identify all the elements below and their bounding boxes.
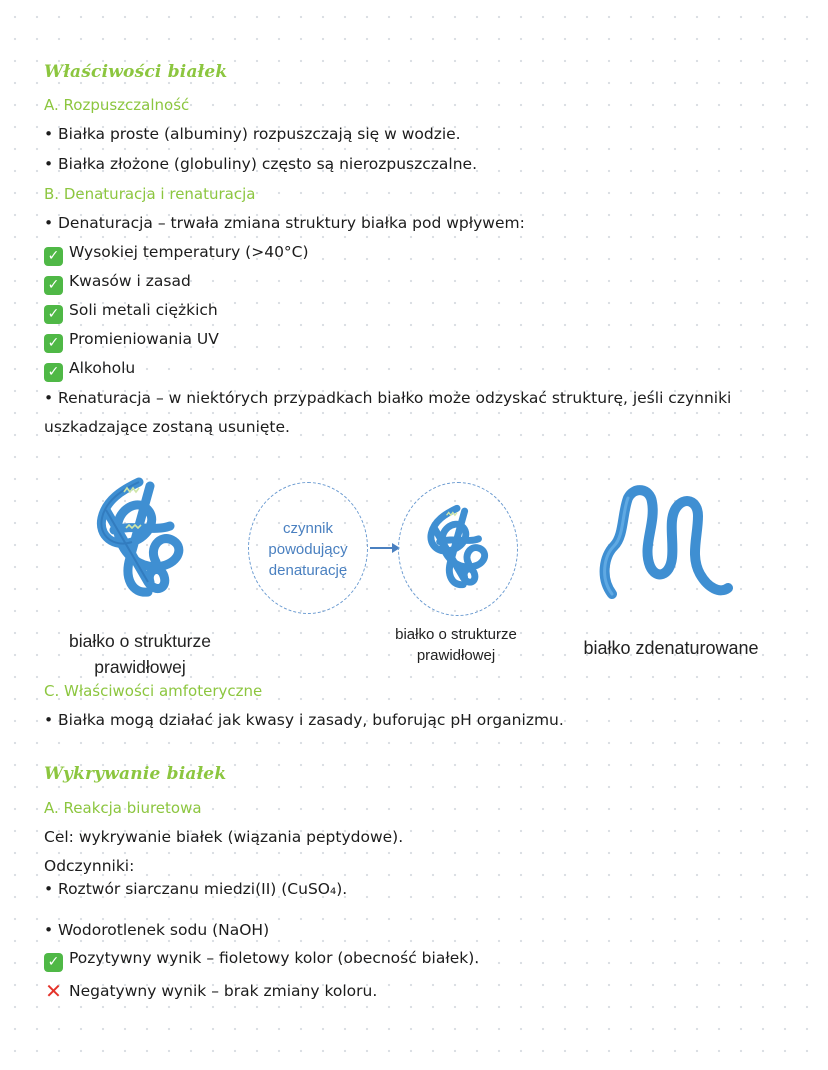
factor-text: Alkoholu	[69, 359, 136, 377]
negative-result	[44, 979, 377, 1003]
section-title-properties: Właściwości białek	[44, 62, 228, 82]
denatured-protein-illustration	[598, 484, 742, 612]
factor-item	[44, 330, 219, 353]
section-title-detection: Wykrywanie białek	[44, 764, 227, 784]
positive-result	[44, 949, 479, 972]
list-item-text: Białka mogą działać jak kwasy i zasady, buforując pH organizmu.	[58, 711, 564, 729]
subsection-title-biuret: A. Reakcja biuretowa	[44, 799, 202, 817]
caption-native-protein-small: białko o strukturze prawidłowej	[395, 626, 517, 664]
renaturation-paragraph	[44, 384, 789, 442]
check-icon: ✓	[44, 305, 63, 324]
native-protein-illustration	[84, 470, 194, 620]
factor-text: Promieniowania UV	[69, 330, 219, 348]
factor-item	[44, 243, 309, 266]
bullet-icon: •	[44, 155, 54, 173]
reagent-item	[44, 880, 347, 898]
check-icon: ✓	[44, 247, 63, 266]
bullet-icon: •	[44, 125, 54, 143]
reagent-text: Wodorotlenek sodu (NaOH)	[58, 921, 270, 939]
list-item	[44, 125, 461, 143]
list-item	[44, 214, 525, 232]
reagent-item	[44, 921, 269, 939]
bullet-icon: •	[44, 214, 54, 232]
reagents-label: Odczynniki:	[44, 857, 135, 875]
caption-native-protein: białko o strukturze prawidłowej	[68, 631, 211, 677]
factor-item	[44, 272, 191, 295]
renaturation-text: Renaturacja – w niektórych przypadkach białko może odzyskać strukturę, jeśli czynniki uszkadzające zostaną usunięte.	[44, 389, 732, 436]
subsection-title-denaturation: B. Denaturacja i renaturacja	[44, 185, 256, 203]
list-item	[44, 155, 477, 173]
subsection-title-solubility: A. Rozpuszczalność	[44, 96, 190, 114]
factor-text: Soli metali ciężkich	[69, 301, 218, 319]
list-item-text: Białka złożone (globuliny) często są nierozpuszczalne.	[58, 155, 478, 173]
subsection-title-amphoteric: C. Właściwości amfoteryczne	[44, 682, 263, 700]
bullet-icon: •	[44, 711, 54, 729]
denaturation-factor-text: czynnik powodujący denaturację	[268, 520, 348, 579]
factor-text: Kwasów i zasad	[69, 272, 191, 290]
bullet-icon: •	[44, 389, 54, 407]
result-text: Pozytywny wynik – fioletowy kolor (obecność białek).	[69, 949, 480, 967]
factor-item	[44, 301, 218, 324]
bullet-icon: •	[44, 921, 54, 939]
native-protein-small-illustration	[416, 500, 498, 604]
list-item-text: Denaturacja – trwała zmiana struktury białka pod wpływem:	[58, 214, 525, 232]
check-icon: ✓	[44, 334, 63, 353]
reagent-text: Roztwór siarczanu miedzi(II) (CuSO₄).	[58, 880, 348, 898]
check-icon: ✓	[44, 276, 63, 295]
check-icon: ✓	[44, 363, 63, 382]
arrow-right-icon	[370, 541, 400, 555]
caption-denatured-protein: białko zdenaturowane	[583, 638, 759, 658]
list-item-text: Białka proste (albuminy) rozpuszczają się w wodzie.	[58, 125, 461, 143]
list-item	[44, 711, 564, 729]
goal-line: Cel: wykrywanie białek (wiązania peptydowe).	[44, 828, 404, 846]
factor-text: Wysokiej temperatury (>40°C)	[69, 243, 309, 261]
check-icon: ✓	[44, 953, 63, 972]
factor-item	[44, 359, 135, 382]
result-text: Negatywny wynik – brak zmiany koloru.	[69, 982, 378, 1000]
bullet-icon: •	[44, 880, 54, 898]
cross-icon: ✕	[45, 979, 62, 1003]
